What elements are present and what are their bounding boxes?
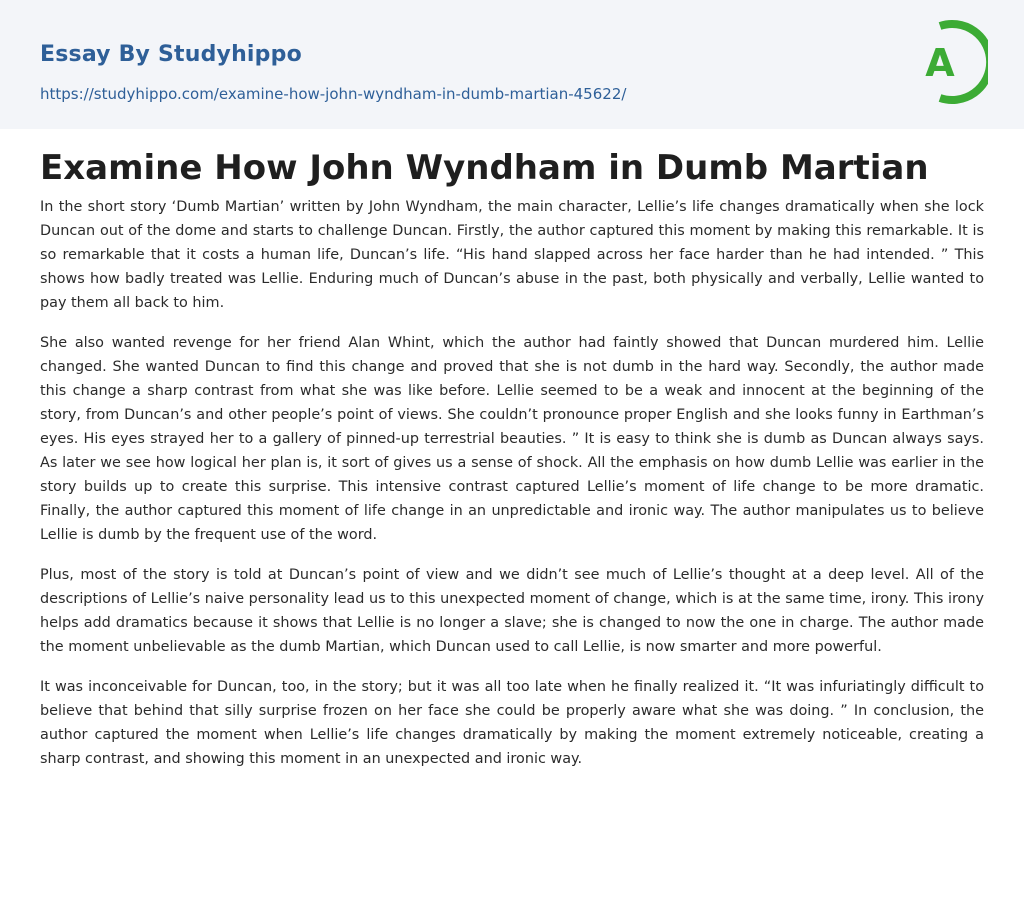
essay-url-link[interactable]: https://studyhippo.com/examine-how-john-wyndham-in-dumb-martian-45622/	[40, 85, 627, 103]
page-header	[0, 0, 1024, 129]
essay-paragraph: It was inconceivable for Duncan, too, in the story; but it was all too late when he finally realized it. “It was infuriatingly difficult to believe that behind that silly surprise frozen on her face she could be properly aware what she was doing. ” In conclusion, the author captured the moment when Lellie’s life changes dramatically by making the moment extremely noticeable, creating a sharp contrast, and showing this moment in an unexpected and ironic way.	[40, 679, 984, 767]
studyhippo-logo-icon[interactable]	[910, 18, 988, 106]
essay-title: Examine How John Wyndham in Dumb Martian	[40, 148, 929, 188]
essay-paragraph: She also wanted revenge for her friend Alan Whint, which the author had faintly showed that Duncan murdered him. Lellie changed. She wanted Duncan to find this change and proved that she is not dumb in the hard way. Secondly, the author made this change a sharp contrast from what she was like before. Lellie seemed to be a weak and innocent at the beginning of the story, from Duncan’s and other people’s point of views. She couldn’t pronounce proper English and she looks funny in Earthman’s eyes. His eyes strayed her to a gallery of pinned-up terrestrial beauties. ” It is easy to think she is dumb as Duncan always says. As later we see how logical her plan is, it sort of gives us a sense of shock. All the emphasis on how dumb Lellie was earlier in the story builds up to create this surprise. This intensive contrast captured Lellie’s moment of life change to be more dramatic. Finally, the author captured this moment of life change in an unpredictable and ironic way. The author manipulates us to believe Lellie is dumb by the frequent use of the word.	[40, 335, 984, 543]
essay-body	[40, 195, 984, 787]
logo-letter: A	[925, 41, 955, 85]
essay-paragraph: In the short story ‘Dumb Martian’ written by John Wyndham, the main character, Lellie’s life changes dramatically when she lock Duncan out of the dome and starts to challenge Duncan. Firstly, the author captured this moment by making this remarkable. It is so remarkable that it costs a human life, Duncan’s life. “His hand slapped across her face harder than he had intended. ” This shows how badly treated was Lellie. Enduring much of Duncan’s abuse in the past, both physically and verbally, Lellie wanted to pay them all back to him.	[40, 199, 984, 311]
site-brand[interactable]: Essay By Studyhippo	[40, 42, 302, 67]
essay-paragraph: Plus, most of the story is told at Duncan’s point of view and we didn’t see much of Lellie’s thought at a deep level. All of the descriptions of Lellie’s naive personality lead us to this unexpected moment of change, which is at the same time, irony. This irony helps add dramatics because it shows that Lellie is no longer a slave; she is changed to now the one in charge. The author made the moment unbelievable as the dumb Martian, which Duncan used to call Lellie, is now smarter and more powerful.	[40, 567, 984, 655]
